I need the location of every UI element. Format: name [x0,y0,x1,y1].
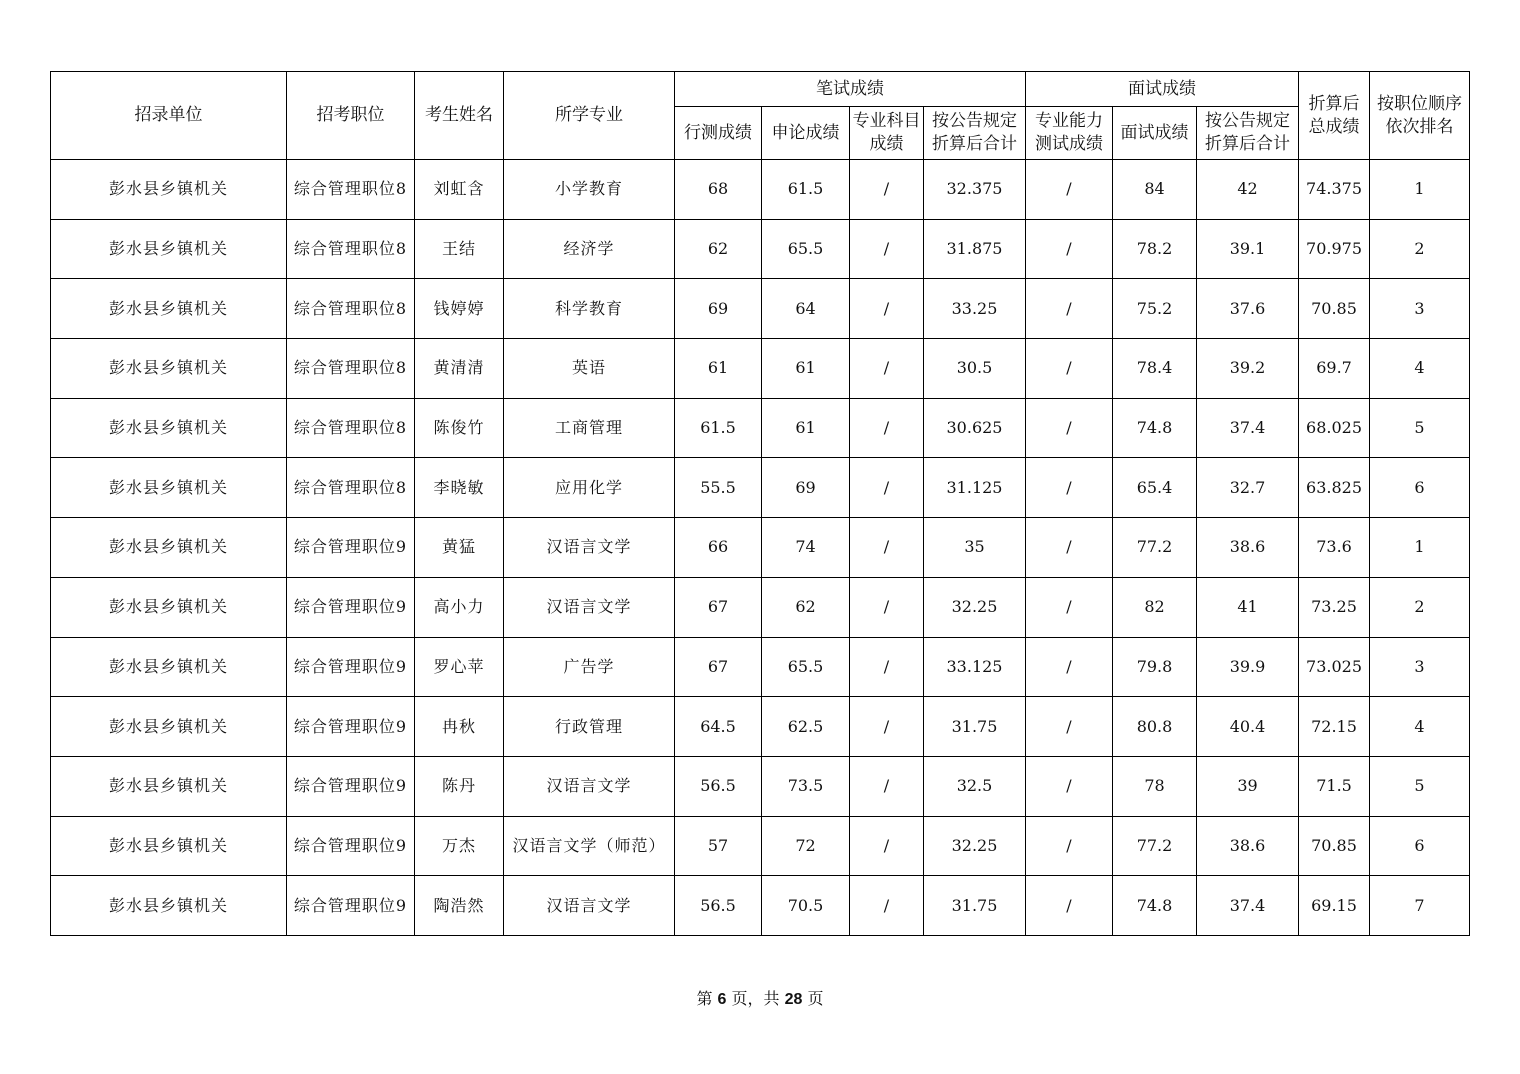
cell-ability: / [1026,577,1113,637]
cell-major: 汉语言文学 [504,577,675,637]
cell-interview-total: 39.2 [1197,339,1299,399]
header-xingce: 行测成绩 [675,107,762,160]
cell-unit: 彭水县乡镇机关 [51,279,287,339]
cell-position: 综合管理职位9 [287,637,415,697]
cell-name: 罗心苹 [415,637,504,697]
cell-name: 李晓敏 [415,458,504,518]
cell-name: 刘虹含 [415,160,504,220]
cell-xingce: 62 [675,219,762,279]
cell-unit: 彭水县乡镇机关 [51,518,287,578]
footer-total-pages: 28 [784,991,803,1008]
footer-current-page: 6 [717,991,727,1008]
header-interview-group: 面试成绩 [1026,72,1299,107]
cell-unit: 彭水县乡镇机关 [51,398,287,458]
cell-ability: / [1026,398,1113,458]
cell-interview-total: 38.6 [1197,816,1299,876]
header-specialty: 专业科目成绩 [850,107,924,160]
cell-written-total: 32.25 [924,816,1026,876]
cell-total: 70.975 [1299,219,1370,279]
cell-interview: 84 [1113,160,1197,220]
cell-interview: 74.8 [1113,398,1197,458]
table-row [51,756,1470,816]
cell-name: 冉秋 [415,697,504,757]
cell-shenlun: 65.5 [762,637,850,697]
cell-shenlun: 61.5 [762,160,850,220]
cell-rank: 7 [1370,876,1470,936]
table-row [51,697,1470,757]
cell-shenlun: 62 [762,577,850,637]
cell-xingce: 56.5 [675,876,762,936]
cell-shenlun: 64 [762,279,850,339]
cell-shenlun: 73.5 [762,756,850,816]
cell-rank: 5 [1370,398,1470,458]
cell-xingce: 67 [675,637,762,697]
cell-interview-total: 42 [1197,160,1299,220]
cell-rank: 1 [1370,160,1470,220]
cell-specialty: / [850,339,924,399]
cell-shenlun: 61 [762,398,850,458]
cell-rank: 2 [1370,577,1470,637]
cell-total: 63.825 [1299,458,1370,518]
cell-total: 74.375 [1299,160,1370,220]
cell-major: 工商管理 [504,398,675,458]
cell-shenlun: 72 [762,816,850,876]
table-row [51,518,1470,578]
cell-xingce: 61.5 [675,398,762,458]
cell-ability: / [1026,637,1113,697]
cell-shenlun: 74 [762,518,850,578]
cell-rank: 3 [1370,637,1470,697]
cell-interview: 80.8 [1113,697,1197,757]
cell-specialty: / [850,518,924,578]
cell-shenlun: 61 [762,339,850,399]
table-row [51,219,1470,279]
cell-xingce: 64.5 [675,697,762,757]
cell-specialty: / [850,160,924,220]
cell-position: 综合管理职位9 [287,876,415,936]
cell-major: 应用化学 [504,458,675,518]
cell-interview: 65.4 [1113,458,1197,518]
cell-position: 综合管理职位8 [287,398,415,458]
table-row [51,339,1470,399]
cell-rank: 6 [1370,458,1470,518]
score-table [50,71,1470,936]
cell-interview: 78.4 [1113,339,1197,399]
cell-unit: 彭水县乡镇机关 [51,577,287,637]
cell-written-total: 32.25 [924,577,1026,637]
cell-interview: 78.2 [1113,219,1197,279]
cell-written-total: 33.25 [924,279,1026,339]
cell-rank: 1 [1370,518,1470,578]
header-ability: 专业能力测试成绩 [1026,107,1113,160]
cell-total: 73.25 [1299,577,1370,637]
table-row [51,279,1470,339]
cell-interview-total: 37.6 [1197,279,1299,339]
footer-suffix: 页 [807,989,824,1008]
cell-xingce: 67 [675,577,762,637]
cell-major: 汉语言文学 [504,876,675,936]
cell-unit: 彭水县乡镇机关 [51,458,287,518]
cell-ability: / [1026,219,1113,279]
header-interview: 面试成绩 [1113,107,1197,160]
cell-written-total: 33.125 [924,637,1026,697]
cell-major: 科学教育 [504,279,675,339]
cell-written-total: 35 [924,518,1026,578]
cell-ability: / [1026,160,1113,220]
cell-written-total: 30.5 [924,339,1026,399]
cell-interview-total: 37.4 [1197,398,1299,458]
cell-total: 70.85 [1299,279,1370,339]
cell-unit: 彭水县乡镇机关 [51,876,287,936]
header-unit: 招录单位 [51,72,287,160]
cell-major: 行政管理 [504,697,675,757]
cell-major: 汉语言文学（师范） [504,816,675,876]
cell-major: 小学教育 [504,160,675,220]
cell-major: 经济学 [504,219,675,279]
table-row [51,577,1470,637]
cell-name: 钱婷婷 [415,279,504,339]
cell-total: 68.025 [1299,398,1370,458]
cell-unit: 彭水县乡镇机关 [51,219,287,279]
cell-xingce: 56.5 [675,756,762,816]
cell-position: 综合管理职位8 [287,279,415,339]
cell-rank: 5 [1370,756,1470,816]
cell-xingce: 69 [675,279,762,339]
cell-written-total: 31.125 [924,458,1026,518]
cell-ability: / [1026,756,1113,816]
cell-ability: / [1026,279,1113,339]
cell-total: 69.15 [1299,876,1370,936]
table-row [51,398,1470,458]
cell-major: 汉语言文学 [504,518,675,578]
cell-specialty: / [850,458,924,518]
cell-name: 陈俊竹 [415,398,504,458]
table-row [51,160,1470,220]
cell-position: 综合管理职位9 [287,518,415,578]
cell-shenlun: 70.5 [762,876,850,936]
header-interview-total: 按公告规定折算后合计 [1197,107,1299,160]
cell-ability: / [1026,339,1113,399]
cell-name: 黄猛 [415,518,504,578]
table-row [51,637,1470,697]
header-major: 所学专业 [504,72,675,160]
cell-position: 综合管理职位8 [287,458,415,518]
cell-ability: / [1026,816,1113,876]
cell-name: 陶浩然 [415,876,504,936]
cell-position: 综合管理职位9 [287,756,415,816]
cell-interview-total: 32.7 [1197,458,1299,518]
table-row [51,816,1470,876]
cell-unit: 彭水县乡镇机关 [51,816,287,876]
cell-written-total: 30.625 [924,398,1026,458]
cell-interview-total: 38.6 [1197,518,1299,578]
cell-written-total: 31.75 [924,697,1026,757]
cell-specialty: / [850,756,924,816]
cell-interview: 77.2 [1113,518,1197,578]
cell-position: 综合管理职位8 [287,219,415,279]
cell-xingce: 57 [675,816,762,876]
cell-interview: 79.8 [1113,637,1197,697]
cell-specialty: / [850,697,924,757]
cell-name: 王结 [415,219,504,279]
cell-specialty: / [850,816,924,876]
cell-interview-total: 39.1 [1197,219,1299,279]
footer-middle: 页，共 [731,989,780,1008]
cell-total: 71.5 [1299,756,1370,816]
footer-prefix: 第 [696,989,713,1008]
cell-ability: / [1026,458,1113,518]
cell-xingce: 68 [675,160,762,220]
cell-unit: 彭水县乡镇机关 [51,339,287,399]
header-written-group: 笔试成绩 [675,72,1026,107]
cell-position: 综合管理职位9 [287,697,415,757]
cell-ability: / [1026,518,1113,578]
header-written-total: 按公告规定折算后合计 [924,107,1026,160]
cell-written-total: 31.875 [924,219,1026,279]
cell-specialty: / [850,219,924,279]
cell-specialty: / [850,637,924,697]
cell-unit: 彭水县乡镇机关 [51,756,287,816]
cell-total: 73.6 [1299,518,1370,578]
cell-unit: 彭水县乡镇机关 [51,160,287,220]
cell-specialty: / [850,876,924,936]
cell-xingce: 61 [675,339,762,399]
cell-interview-total: 37.4 [1197,876,1299,936]
cell-shenlun: 65.5 [762,219,850,279]
cell-position: 综合管理职位9 [287,577,415,637]
cell-interview: 77.2 [1113,816,1197,876]
cell-shenlun: 69 [762,458,850,518]
cell-interview-total: 39 [1197,756,1299,816]
cell-name: 万杰 [415,816,504,876]
header-shenlun: 申论成绩 [762,107,850,160]
cell-rank: 3 [1370,279,1470,339]
cell-rank: 4 [1370,697,1470,757]
cell-position: 综合管理职位8 [287,160,415,220]
cell-name: 高小力 [415,577,504,637]
table-row [51,876,1470,936]
cell-interview-total: 41 [1197,577,1299,637]
cell-interview-total: 39.9 [1197,637,1299,697]
header-rank: 按职位顺序依次排名 [1370,72,1470,160]
cell-position: 综合管理职位8 [287,339,415,399]
cell-interview: 82 [1113,577,1197,637]
cell-xingce: 55.5 [675,458,762,518]
cell-total: 72.15 [1299,697,1370,757]
cell-interview: 74.8 [1113,876,1197,936]
cell-written-total: 31.75 [924,876,1026,936]
cell-major: 英语 [504,339,675,399]
cell-specialty: / [850,398,924,458]
header-position: 招考职位 [287,72,415,160]
cell-xingce: 66 [675,518,762,578]
header-row-1 [51,72,1470,107]
cell-interview: 75.2 [1113,279,1197,339]
page-footer [0,986,1520,1009]
header-total: 折算后总成绩 [1299,72,1370,160]
header-name: 考生姓名 [415,72,504,160]
cell-total: 69.7 [1299,339,1370,399]
cell-specialty: / [850,577,924,637]
cell-rank: 6 [1370,816,1470,876]
cell-total: 70.85 [1299,816,1370,876]
cell-major: 广告学 [504,637,675,697]
cell-specialty: / [850,279,924,339]
cell-major: 汉语言文学 [504,756,675,816]
cell-total: 73.025 [1299,637,1370,697]
cell-written-total: 32.5 [924,756,1026,816]
cell-name: 黄清清 [415,339,504,399]
cell-ability: / [1026,876,1113,936]
cell-unit: 彭水县乡镇机关 [51,637,287,697]
cell-unit: 彭水县乡镇机关 [51,697,287,757]
cell-position: 综合管理职位9 [287,816,415,876]
cell-interview-total: 40.4 [1197,697,1299,757]
cell-rank: 2 [1370,219,1470,279]
cell-shenlun: 62.5 [762,697,850,757]
cell-interview: 78 [1113,756,1197,816]
table-row [51,458,1470,518]
cell-name: 陈丹 [415,756,504,816]
cell-written-total: 32.375 [924,160,1026,220]
cell-ability: / [1026,697,1113,757]
cell-rank: 4 [1370,339,1470,399]
